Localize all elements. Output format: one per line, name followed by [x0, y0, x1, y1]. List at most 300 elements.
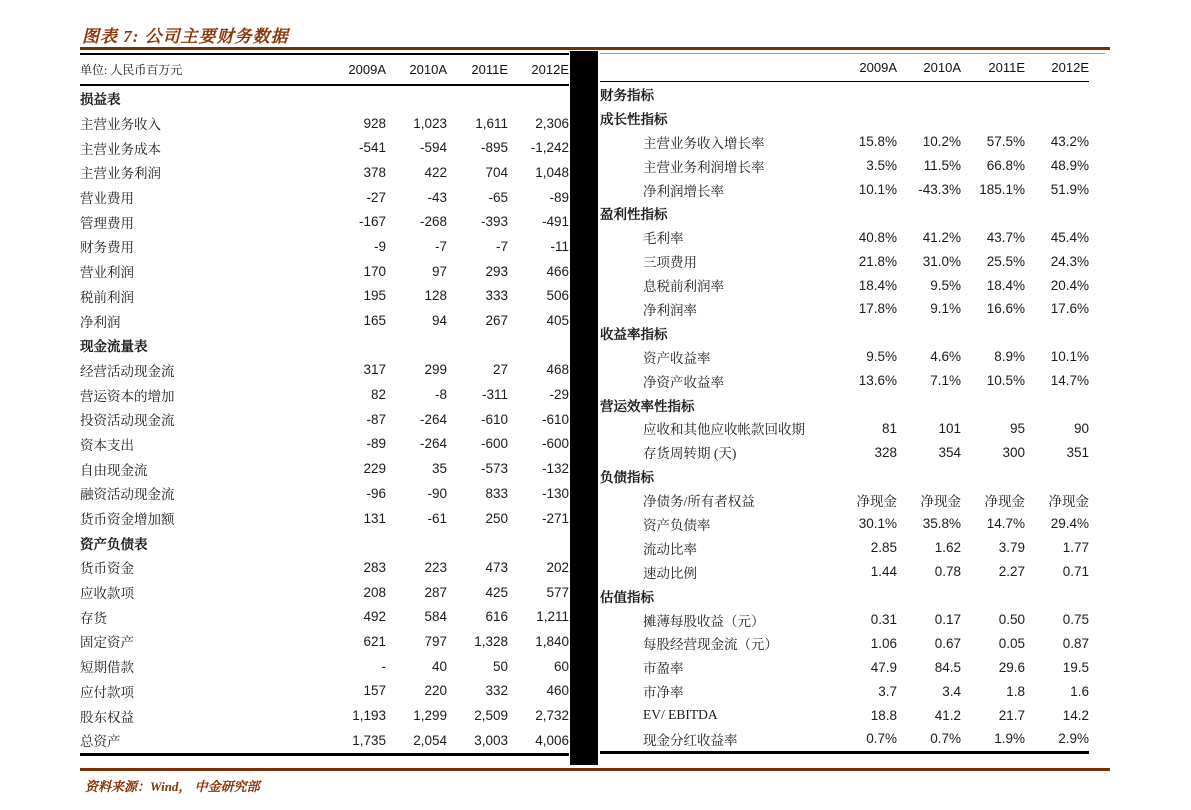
table-row — [80, 703, 569, 728]
value-cell: 185.1% — [979, 182, 1025, 197]
value-cell: 3,003 — [474, 732, 508, 748]
section-header-row — [600, 82, 1089, 106]
value-cell: 净现金 — [920, 494, 961, 510]
table-row — [80, 284, 569, 309]
value-cell: 10.5% — [986, 373, 1025, 389]
row-label: 存货 — [80, 610, 107, 626]
value-cell: 14.7% — [1050, 373, 1089, 389]
row-label: 管理费用 — [80, 215, 134, 231]
row-label: EV/ EBITDA — [643, 707, 718, 723]
value-cell: 25.5% — [986, 253, 1025, 269]
row-label: 净利润率 — [643, 302, 697, 318]
table-row — [600, 631, 1089, 655]
value-cell: 1,611 — [475, 115, 508, 131]
value-cell: 47.9 — [870, 659, 897, 675]
value-cell: 1.06 — [870, 635, 897, 651]
table-row — [600, 249, 1089, 273]
value-cell: -65 — [488, 189, 508, 205]
value-cell: -87 — [366, 411, 386, 427]
section-header-row — [600, 321, 1089, 345]
table-row — [600, 727, 1089, 751]
value-cell: 0.7% — [866, 731, 897, 747]
section-header-label: 现金流量表 — [80, 339, 148, 355]
value-cell: -96 — [366, 485, 386, 501]
value-cell: 1,299 — [413, 708, 447, 724]
value-cell: 131 — [363, 510, 386, 526]
table-row — [80, 604, 569, 629]
row-label: 现金分红收益率 — [643, 732, 738, 748]
value-cell: 0.50 — [998, 612, 1025, 628]
value-cell: 2,054 — [413, 732, 447, 748]
value-cell: 31.0% — [922, 253, 961, 269]
left-table-header-row — [80, 55, 569, 86]
value-cell: -271 — [541, 510, 569, 526]
table-row — [600, 536, 1089, 560]
value-cell: 21.7 — [998, 707, 1025, 723]
table-row — [80, 111, 569, 136]
table-row — [80, 432, 569, 457]
value-cell: 2,509 — [474, 708, 508, 724]
value-cell: 97 — [431, 263, 447, 279]
left-table-body — [80, 86, 569, 756]
value-cell: 157 — [363, 683, 386, 699]
value-cell: 15.8% — [858, 134, 897, 150]
row-label: 税前利润 — [80, 289, 134, 305]
value-cell: 50 — [492, 658, 508, 674]
value-cell: -573 — [480, 461, 508, 477]
value-cell: 468 — [546, 362, 569, 378]
value-cell: 293 — [485, 263, 508, 279]
value-cell: 10.2% — [922, 134, 961, 150]
table-row — [600, 488, 1089, 512]
value-cell: 405 — [546, 313, 569, 329]
value-cell: 208 — [363, 584, 386, 600]
value-cell: -89 — [549, 189, 569, 205]
value-cell: -89 — [366, 436, 386, 452]
value-cell: 3.7 — [878, 683, 897, 699]
value-cell: 9.5% — [866, 349, 897, 365]
value-cell: 1,193 — [352, 708, 386, 724]
value-cell: -264 — [419, 436, 447, 452]
value-cell: 2,306 — [535, 115, 569, 131]
value-cell: -610 — [480, 411, 508, 427]
section-header-label: 财务指标 — [600, 87, 654, 103]
value-cell: -600 — [480, 436, 508, 452]
table-row — [600, 130, 1089, 154]
value-cell: 0.31 — [870, 612, 897, 628]
value-cell: 351 — [1066, 444, 1089, 460]
table-divider-bar — [570, 51, 598, 765]
table-row — [600, 178, 1089, 202]
table-row — [600, 273, 1089, 297]
value-cell: 27 — [492, 362, 508, 378]
value-cell: 4.6% — [930, 349, 961, 365]
value-cell: -132 — [541, 461, 569, 477]
value-cell: -9 — [373, 238, 386, 254]
year-column-header: 2012E — [1051, 60, 1089, 75]
value-cell: 1.6 — [1070, 683, 1089, 699]
table-row — [600, 703, 1089, 727]
row-label: 速动比例 — [643, 565, 697, 581]
value-cell: 10.1% — [858, 182, 897, 197]
footer-rule — [80, 768, 1110, 771]
table-row — [600, 679, 1089, 703]
value-cell: -29 — [549, 387, 569, 403]
table-row — [600, 225, 1089, 249]
value-cell: 492 — [363, 609, 386, 625]
table-row — [600, 416, 1089, 440]
year-column-header: 2010A — [923, 60, 961, 75]
title-underline-rule — [80, 47, 1110, 50]
value-cell: -610 — [541, 411, 569, 427]
value-cell: 29.6 — [998, 659, 1025, 675]
value-cell: 422 — [424, 164, 447, 180]
row-label: 主营业务成本 — [80, 141, 161, 157]
section-header-label: 损益表 — [80, 92, 121, 108]
value-cell: 584 — [424, 609, 447, 625]
row-label: 流动比率 — [643, 541, 697, 557]
table-row — [600, 512, 1089, 536]
row-label: 主营业务利润 — [80, 166, 161, 182]
row-label: 货币资金 — [80, 561, 134, 577]
value-cell: -8 — [434, 387, 447, 403]
value-cell: 17.6% — [1050, 301, 1089, 317]
value-cell: 90 — [1073, 420, 1089, 436]
value-cell: 220 — [424, 683, 447, 699]
value-cell: 378 — [363, 164, 386, 180]
value-cell: 1,023 — [413, 115, 447, 131]
value-cell: 29.4% — [1050, 516, 1089, 532]
section-header-row — [600, 106, 1089, 130]
year-column-header: 2009A — [859, 60, 897, 75]
value-cell: 1,048 — [535, 164, 569, 180]
value-cell: 35.8% — [922, 516, 961, 532]
row-label: 经营活动现金流 — [80, 363, 175, 379]
value-cell: 43.7% — [986, 229, 1025, 245]
value-cell: 3.5% — [866, 158, 897, 174]
value-cell: 40.8% — [858, 229, 897, 245]
value-cell: 66.8% — [986, 158, 1025, 174]
value-cell: -541 — [358, 140, 386, 156]
value-cell: 300 — [1002, 444, 1025, 460]
table-row — [600, 608, 1089, 632]
value-cell: 223 — [424, 559, 447, 575]
table-row — [600, 440, 1089, 464]
value-cell: 14.2 — [1062, 707, 1089, 723]
value-cell: -90 — [427, 485, 447, 501]
value-cell: -311 — [481, 387, 508, 403]
section-header-label: 估值指标 — [600, 589, 654, 605]
value-cell: -7 — [495, 238, 508, 254]
value-cell: -11 — [550, 238, 569, 254]
value-cell: 425 — [485, 584, 508, 600]
value-cell: 14.7% — [986, 516, 1025, 532]
value-cell: 24.3% — [1050, 253, 1089, 269]
value-cell: 18.4% — [858, 277, 897, 293]
value-cell: 299 — [424, 362, 447, 378]
table-row — [80, 358, 569, 383]
value-cell: 332 — [485, 683, 508, 699]
value-cell: 10.1% — [1050, 349, 1089, 365]
section-header-row — [600, 584, 1089, 608]
value-cell: 1.62 — [934, 540, 961, 556]
value-cell: 616 — [485, 609, 508, 625]
value-cell: 13.6% — [858, 373, 897, 389]
row-label: 三项费用 — [643, 255, 697, 271]
row-label: 资产收益率 — [643, 350, 711, 366]
source-note: 资料来源：Wind， 中金研究部 — [85, 779, 260, 794]
section-header-row — [80, 333, 569, 358]
row-label: 营运资本的增加 — [80, 388, 175, 404]
section-header-label: 营运效率性指标 — [600, 398, 695, 414]
value-cell: 60 — [553, 658, 569, 674]
year-column-header: 2009A — [348, 62, 386, 77]
value-cell: 1.77 — [1062, 540, 1089, 556]
table-row — [600, 560, 1089, 584]
value-cell: 328 — [874, 444, 897, 460]
value-cell: 95 — [1009, 420, 1025, 436]
row-label: 股东权益 — [80, 709, 134, 725]
value-cell: 35 — [431, 461, 447, 477]
value-cell: 283 — [363, 559, 386, 575]
value-cell: -594 — [419, 140, 447, 156]
row-label: 摊薄每股收益（元） — [643, 613, 765, 629]
value-cell: 净现金 — [856, 494, 897, 510]
value-cell: 250 — [485, 510, 508, 526]
value-cell: -130 — [541, 485, 569, 501]
value-cell: 9.1% — [930, 301, 961, 317]
value-cell: 57.5% — [986, 134, 1025, 150]
value-cell: 0.67 — [934, 635, 961, 651]
value-cell: -27 — [366, 189, 386, 205]
row-label: 投资活动现金流 — [80, 413, 175, 429]
value-cell: 20.4% — [1050, 277, 1089, 293]
value-cell: - — [381, 658, 386, 674]
value-cell: 8.9% — [994, 349, 1025, 365]
section-header-row — [600, 201, 1089, 225]
value-cell: 40 — [431, 658, 447, 674]
row-label: 毛利率 — [643, 231, 684, 247]
table-row — [600, 655, 1089, 679]
value-cell: 11.5% — [923, 158, 961, 174]
table-row — [600, 369, 1089, 393]
value-cell: 1,328 — [474, 633, 508, 649]
value-cell: 195 — [363, 288, 386, 304]
table-row — [80, 679, 569, 704]
section-header-label: 盈利性指标 — [600, 207, 668, 223]
section-header-row — [600, 393, 1089, 417]
value-cell: 净现金 — [1048, 494, 1089, 510]
value-cell: 460 — [546, 683, 569, 699]
value-cell: 165 — [363, 313, 386, 329]
table-row — [80, 555, 569, 580]
row-label: 每股经营现金流（元） — [643, 637, 778, 653]
table-row — [600, 297, 1089, 321]
table-row — [80, 160, 569, 185]
value-cell: -264 — [419, 411, 447, 427]
table-row — [80, 234, 569, 259]
value-cell: 17.8% — [858, 301, 897, 317]
value-cell: 2.85 — [870, 540, 897, 556]
row-label: 市净率 — [643, 685, 684, 701]
value-cell: 473 — [485, 559, 508, 575]
value-cell: 287 — [424, 584, 447, 600]
table-row — [80, 654, 569, 679]
table-row — [80, 481, 569, 506]
row-label: 营业利润 — [80, 265, 134, 281]
value-cell: 2,732 — [535, 708, 569, 724]
value-cell: 0.75 — [1062, 612, 1089, 628]
year-column-header: 2010A — [409, 62, 447, 77]
value-cell: 48.9% — [1050, 158, 1089, 174]
section-header-label: 资产负债表 — [80, 536, 148, 552]
value-cell: 317 — [363, 362, 386, 378]
table-row — [80, 308, 569, 333]
table-row — [600, 345, 1089, 369]
value-cell: -7 — [434, 238, 447, 254]
table-row — [80, 580, 569, 605]
row-label: 应付款项 — [80, 684, 134, 700]
row-label: 融资活动现金流 — [80, 487, 175, 503]
row-label: 市盈率 — [643, 661, 684, 677]
value-cell: 16.6% — [986, 301, 1025, 317]
row-label: 资本支出 — [80, 437, 134, 453]
row-label: 净债务/所有者权益 — [643, 494, 755, 510]
value-cell: 2.9% — [1058, 731, 1089, 747]
value-cell: 94 — [431, 313, 447, 329]
value-cell: 82 — [370, 387, 386, 403]
table-row — [80, 209, 569, 234]
value-cell: 229 — [363, 461, 386, 477]
value-cell: 41.2% — [922, 229, 961, 245]
table-row — [80, 259, 569, 284]
value-cell: 0.78 — [934, 564, 961, 580]
row-label: 财务费用 — [80, 240, 134, 256]
right-financial-indicators-table — [600, 53, 1105, 754]
value-cell: 0.17 — [934, 612, 961, 628]
value-cell: 1,840 — [535, 633, 569, 649]
row-label: 应收款项 — [80, 586, 134, 602]
row-label: 短期借款 — [80, 660, 134, 676]
table-row — [80, 135, 569, 160]
value-cell: 354 — [938, 444, 961, 460]
right-table-header-row — [600, 54, 1089, 82]
section-header-label: 收益率指标 — [600, 326, 668, 342]
value-cell: 净现金 — [984, 494, 1025, 510]
value-cell: 0.05 — [998, 635, 1025, 651]
row-label: 货币资金增加额 — [80, 512, 175, 528]
value-cell: 30.1% — [858, 516, 897, 532]
value-cell: 7.1% — [930, 373, 961, 389]
row-label: 应收和其他应收帐款回收期 — [643, 422, 805, 438]
row-label: 主营业务利润增长率 — [643, 159, 765, 175]
value-cell: 704 — [485, 164, 508, 180]
table-row — [80, 728, 569, 753]
row-label: 息税前利润率 — [643, 279, 724, 295]
value-cell: 0.7% — [930, 731, 961, 747]
value-cell: 1.8 — [1006, 683, 1025, 699]
table-row — [80, 185, 569, 210]
table-row — [80, 629, 569, 654]
value-cell: 333 — [485, 288, 508, 304]
value-cell: 170 — [363, 263, 386, 279]
table-row — [80, 456, 569, 481]
value-cell: 2.27 — [998, 564, 1025, 580]
value-cell: -268 — [419, 214, 447, 230]
value-cell: 0.71 — [1062, 564, 1089, 580]
value-cell: 466 — [546, 263, 569, 279]
value-cell: 81 — [881, 420, 897, 436]
value-cell: 45.4% — [1050, 229, 1089, 245]
row-label: 净资产收益率 — [643, 374, 724, 390]
value-cell: 4,006 — [535, 732, 569, 748]
left-financial-statements-table — [80, 53, 569, 756]
row-label: 资产负债率 — [643, 517, 711, 533]
value-cell: -895 — [480, 140, 508, 156]
value-cell: 84.5 — [934, 659, 961, 675]
value-cell: -1,242 — [530, 140, 569, 156]
value-cell: 51.9% — [1050, 182, 1089, 197]
value-cell: -61 — [427, 510, 447, 526]
section-header-label: 成长性指标 — [600, 111, 668, 127]
value-cell: 128 — [424, 288, 447, 304]
value-cell: 21.8% — [858, 253, 897, 269]
year-column-header: 2012E — [531, 62, 569, 77]
section-header-label: 负债指标 — [600, 470, 654, 486]
table-row — [600, 154, 1089, 178]
table-row — [80, 382, 569, 407]
value-cell: 506 — [546, 288, 569, 304]
section-header-row — [80, 86, 569, 111]
table-row — [80, 407, 569, 432]
table-row — [80, 506, 569, 531]
value-cell: 928 — [363, 115, 386, 131]
value-cell: 43.2% — [1050, 134, 1089, 150]
value-cell: 267 — [485, 313, 508, 329]
value-cell: 9.5% — [930, 277, 961, 293]
value-cell: 3.79 — [998, 540, 1025, 556]
value-cell: 833 — [485, 485, 508, 501]
value-cell: 577 — [546, 584, 569, 600]
row-label: 固定资产 — [80, 635, 134, 651]
value-cell: -43 — [427, 189, 447, 205]
row-label: 主营业务收入增长率 — [643, 135, 765, 151]
value-cell: 202 — [546, 559, 569, 575]
year-column-header: 2011E — [471, 62, 508, 77]
value-cell: 101 — [938, 420, 961, 436]
value-cell: 1,735 — [352, 732, 386, 748]
value-cell: 3.4 — [942, 683, 961, 699]
value-cell: 1.44 — [870, 564, 897, 580]
value-cell: 18.4% — [986, 277, 1025, 293]
unit-label: 单位: 人民币百万元 — [80, 63, 183, 77]
row-label: 主营业务收入 — [80, 117, 161, 133]
right-table-body — [600, 82, 1089, 754]
value-cell: 41.2 — [934, 707, 961, 723]
value-cell: 797 — [424, 633, 447, 649]
section-header-row — [80, 530, 569, 555]
figure-title: 图表 7: 公司主要财务数据 — [82, 27, 289, 46]
value-cell: -393 — [480, 214, 508, 230]
row-label: 存货周转期 (天) — [643, 446, 737, 462]
value-cell: 18.8 — [870, 707, 897, 723]
value-cell: -491 — [541, 214, 569, 230]
value-cell: 0.87 — [1062, 635, 1089, 651]
value-cell: -167 — [358, 214, 386, 230]
row-label: 净利润增长率 — [643, 183, 724, 199]
value-cell: -600 — [541, 436, 569, 452]
row-label: 总资产 — [80, 734, 121, 750]
